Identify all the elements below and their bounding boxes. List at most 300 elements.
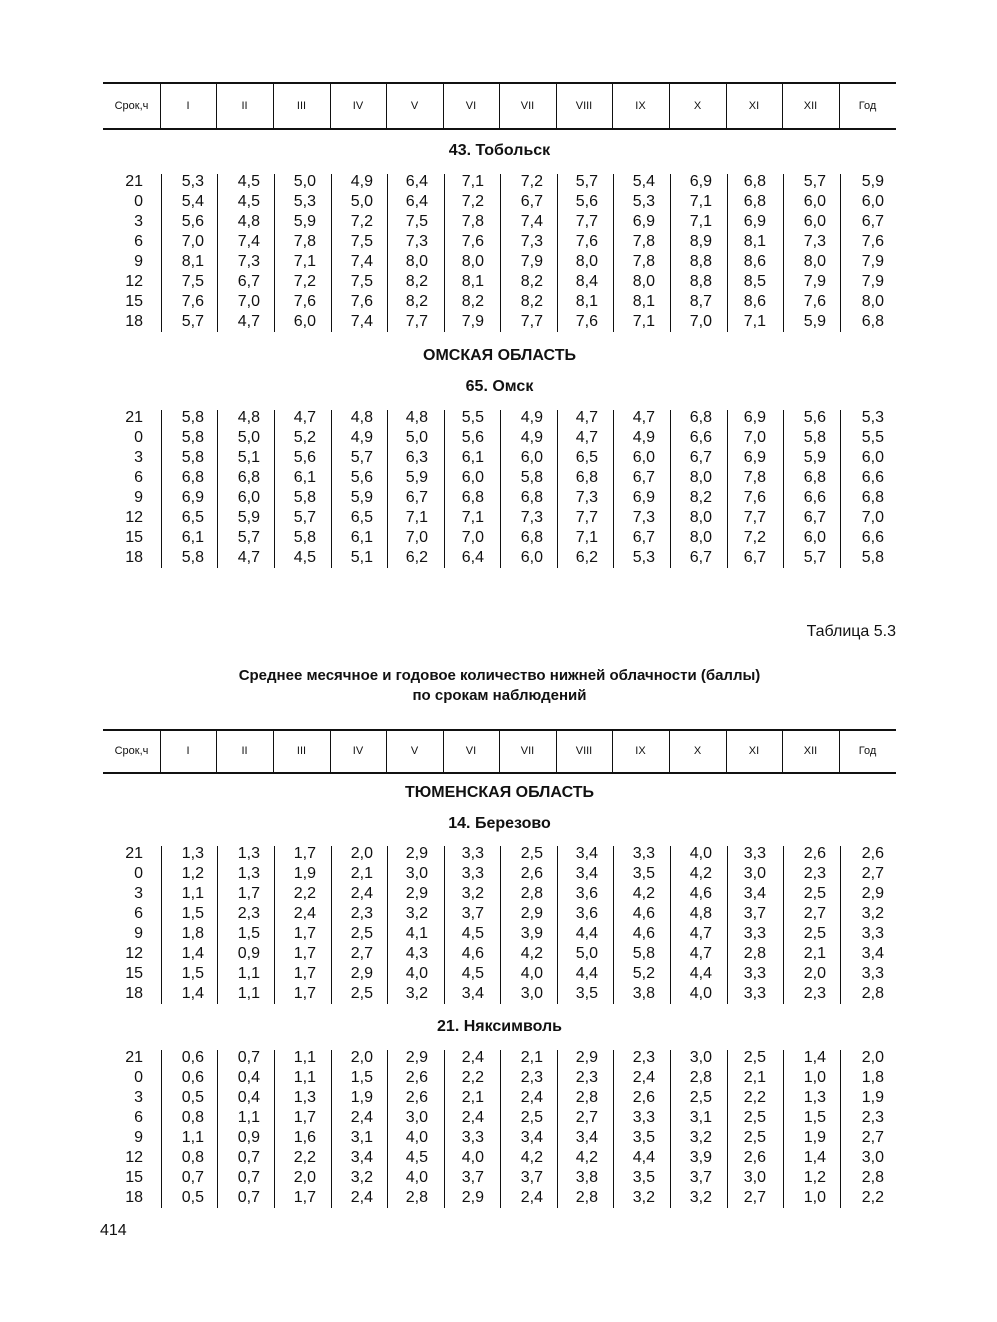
value-cell: 5,9 bbox=[803, 449, 826, 466]
station-title: 43. Тобольск bbox=[448, 142, 551, 159]
value-cell: 3,7 bbox=[461, 905, 484, 922]
value-cell: 0,7 bbox=[237, 1189, 260, 1206]
value-cell: 3,5 bbox=[632, 1169, 655, 1186]
column-header: VII bbox=[520, 99, 535, 112]
hour-cell: 9 bbox=[134, 489, 143, 506]
value-cell: 7,7 bbox=[405, 313, 428, 330]
value-cell: 4,9 bbox=[350, 173, 373, 190]
value-cell: 2,1 bbox=[461, 1089, 484, 1106]
value-cell: 4,9 bbox=[520, 409, 543, 426]
value-cell: 2,3 bbox=[575, 1069, 598, 1086]
column-divider bbox=[727, 846, 728, 1004]
value-cell: 8,8 bbox=[689, 253, 712, 270]
value-cell: 7,1 bbox=[743, 313, 766, 330]
value-cell: 1,1 bbox=[237, 985, 260, 1002]
hour-cell: 0 bbox=[134, 193, 143, 210]
column-divider bbox=[726, 731, 727, 772]
value-cell: 4,0 bbox=[405, 1129, 428, 1146]
value-cell: 1,3 bbox=[293, 1089, 316, 1106]
value-cell: 7,4 bbox=[350, 253, 373, 270]
column-header: XII bbox=[803, 99, 818, 112]
hour-cell: 21 bbox=[125, 845, 143, 862]
value-cell: 5,3 bbox=[181, 173, 204, 190]
value-cell: 4,5 bbox=[237, 193, 260, 210]
value-cell: 2,3 bbox=[803, 985, 826, 1002]
value-cell: 4,5 bbox=[293, 549, 316, 566]
value-cell: 7,6 bbox=[743, 489, 766, 506]
value-cell: 2,4 bbox=[350, 885, 373, 902]
value-cell: 2,8 bbox=[575, 1089, 598, 1106]
value-cell: 5,0 bbox=[293, 173, 316, 190]
value-cell: 4,7 bbox=[237, 549, 260, 566]
value-cell: 6,8 bbox=[861, 489, 884, 506]
value-cell: 3,0 bbox=[689, 1049, 712, 1066]
value-cell: 8,0 bbox=[405, 253, 428, 270]
value-cell: 5,6 bbox=[350, 469, 373, 486]
value-cell: 8,1 bbox=[632, 293, 655, 310]
value-cell: 2,0 bbox=[350, 1049, 373, 1066]
value-cell: 2,5 bbox=[350, 985, 373, 1002]
value-cell: 8,7 bbox=[689, 293, 712, 310]
value-cell: 6,1 bbox=[181, 529, 204, 546]
value-cell: 2,2 bbox=[293, 1149, 316, 1166]
value-cell: 1,3 bbox=[803, 1089, 826, 1106]
value-cell: 5,4 bbox=[181, 193, 204, 210]
value-cell: 8,5 bbox=[743, 273, 766, 290]
value-cell: 2,3 bbox=[350, 905, 373, 922]
value-cell: 4,5 bbox=[461, 925, 484, 942]
value-cell: 5,7 bbox=[181, 313, 204, 330]
column-header: III bbox=[296, 99, 307, 112]
value-cell: 6,0 bbox=[803, 193, 826, 210]
value-cell: 6,7 bbox=[632, 529, 655, 546]
value-cell: 2,3 bbox=[237, 905, 260, 922]
column-divider bbox=[330, 84, 331, 128]
column-divider bbox=[727, 174, 728, 332]
value-cell: 3,4 bbox=[861, 945, 884, 962]
value-cell: 3,2 bbox=[405, 985, 428, 1002]
value-cell: 5,9 bbox=[293, 213, 316, 230]
value-cell: 2,2 bbox=[293, 885, 316, 902]
value-cell: 8,2 bbox=[461, 293, 484, 310]
value-cell: 7,2 bbox=[350, 213, 373, 230]
value-cell: 6,9 bbox=[632, 213, 655, 230]
column-divider bbox=[839, 731, 840, 772]
value-cell: 1,5 bbox=[350, 1069, 373, 1086]
value-cell: 3,3 bbox=[461, 845, 484, 862]
column-header: XI bbox=[748, 745, 760, 757]
value-cell: 7,5 bbox=[350, 233, 373, 250]
value-cell: 6,0 bbox=[520, 549, 543, 566]
column-divider bbox=[216, 731, 217, 772]
column-divider bbox=[500, 1050, 501, 1208]
value-cell: 2,4 bbox=[461, 1049, 484, 1066]
column-divider bbox=[669, 84, 670, 128]
value-cell: 4,9 bbox=[520, 429, 543, 446]
value-cell: 3,8 bbox=[632, 985, 655, 1002]
value-cell: 8,0 bbox=[689, 509, 712, 526]
value-cell: 3,7 bbox=[743, 905, 766, 922]
value-cell: 0,7 bbox=[181, 1169, 204, 1186]
value-cell: 4,6 bbox=[632, 925, 655, 942]
value-cell: 6,8 bbox=[461, 489, 484, 506]
value-cell: 3,4 bbox=[350, 1149, 373, 1166]
hour-cell: 0 bbox=[134, 1069, 143, 1086]
value-cell: 3,9 bbox=[689, 1149, 712, 1166]
column-divider bbox=[557, 1050, 558, 1208]
column-divider bbox=[670, 410, 671, 568]
value-cell: 2,0 bbox=[293, 1169, 316, 1186]
column-divider bbox=[386, 731, 387, 772]
value-cell: 7,7 bbox=[743, 509, 766, 526]
value-cell: 7,2 bbox=[520, 173, 543, 190]
value-cell: 6,6 bbox=[861, 529, 884, 546]
value-cell: 3,0 bbox=[743, 1169, 766, 1186]
value-cell: 2,4 bbox=[293, 905, 316, 922]
hour-cell: 18 bbox=[125, 985, 143, 1002]
column-divider bbox=[840, 174, 841, 332]
value-cell: 5,7 bbox=[237, 529, 260, 546]
value-cell: 3,0 bbox=[405, 865, 428, 882]
value-cell: 2,5 bbox=[743, 1049, 766, 1066]
value-cell: 2,7 bbox=[861, 865, 884, 882]
value-cell: 0,5 bbox=[181, 1089, 204, 1106]
value-cell: 7,3 bbox=[575, 489, 598, 506]
table-header bbox=[103, 729, 896, 774]
value-cell: 5,8 bbox=[181, 549, 204, 566]
value-cell: 1,7 bbox=[293, 965, 316, 982]
value-cell: 4,7 bbox=[293, 409, 316, 426]
value-cell: 1,2 bbox=[803, 1169, 826, 1186]
hour-cell: 0 bbox=[134, 429, 143, 446]
column-header: III bbox=[296, 745, 307, 757]
value-cell: 3,2 bbox=[861, 905, 884, 922]
value-cell: 8,9 bbox=[689, 233, 712, 250]
value-cell: 5,8 bbox=[632, 945, 655, 962]
value-cell: 3,4 bbox=[575, 845, 598, 862]
value-cell: 3,2 bbox=[689, 1129, 712, 1146]
value-cell: 5,7 bbox=[803, 549, 826, 566]
value-cell: 3,2 bbox=[350, 1169, 373, 1186]
value-cell: 1,9 bbox=[293, 865, 316, 882]
value-cell: 1,1 bbox=[237, 965, 260, 982]
column-divider bbox=[331, 174, 332, 332]
value-cell: 3,0 bbox=[520, 985, 543, 1002]
value-cell: 5,0 bbox=[237, 429, 260, 446]
column-divider bbox=[217, 410, 218, 568]
value-cell: 1,1 bbox=[293, 1069, 316, 1086]
column-divider bbox=[331, 1050, 332, 1208]
value-cell: 5,8 bbox=[861, 549, 884, 566]
value-cell: 7,2 bbox=[461, 193, 484, 210]
column-divider bbox=[444, 1050, 445, 1208]
value-cell: 6,6 bbox=[803, 489, 826, 506]
column-divider bbox=[443, 731, 444, 772]
value-cell: 3,3 bbox=[632, 1109, 655, 1126]
value-cell: 1,5 bbox=[803, 1109, 826, 1126]
value-cell: 4,0 bbox=[405, 1169, 428, 1186]
value-cell: 2,1 bbox=[803, 945, 826, 962]
value-cell: 2,4 bbox=[520, 1089, 543, 1106]
value-cell: 3,6 bbox=[575, 885, 598, 902]
value-cell: 7,8 bbox=[293, 233, 316, 250]
value-cell: 1,3 bbox=[181, 845, 204, 862]
value-cell: 0,7 bbox=[237, 1149, 260, 1166]
value-cell: 2,6 bbox=[405, 1069, 428, 1086]
value-cell: 3,3 bbox=[743, 845, 766, 862]
value-cell: 4,4 bbox=[575, 965, 598, 982]
value-cell: 5,6 bbox=[293, 449, 316, 466]
value-cell: 0,7 bbox=[237, 1169, 260, 1186]
hour-cell: 18 bbox=[125, 1189, 143, 1206]
region-title: ТЮМЕНСКАЯ ОБЛАСТЬ bbox=[404, 784, 594, 801]
value-cell: 0,9 bbox=[237, 945, 260, 962]
column-divider bbox=[556, 731, 557, 772]
value-cell: 4,7 bbox=[632, 409, 655, 426]
value-cell: 6,5 bbox=[181, 509, 204, 526]
value-cell: 3,5 bbox=[632, 1129, 655, 1146]
hour-cell: 3 bbox=[134, 885, 143, 902]
value-cell: 1,2 bbox=[181, 865, 204, 882]
value-cell: 8,2 bbox=[405, 273, 428, 290]
value-cell: 8,6 bbox=[743, 293, 766, 310]
column-divider bbox=[387, 174, 388, 332]
value-cell: 3,3 bbox=[743, 985, 766, 1002]
column-header: VII bbox=[520, 745, 535, 757]
value-cell: 8,6 bbox=[743, 253, 766, 270]
value-cell: 2,3 bbox=[803, 865, 826, 882]
value-cell: 6,8 bbox=[743, 173, 766, 190]
value-cell: 7,4 bbox=[350, 313, 373, 330]
value-cell: 3,2 bbox=[461, 885, 484, 902]
value-cell: 6,0 bbox=[461, 469, 484, 486]
value-cell: 8,0 bbox=[861, 293, 884, 310]
column-divider bbox=[161, 1050, 162, 1208]
table-caption-line2: по срокам наблюдений bbox=[412, 687, 587, 704]
value-cell: 2,1 bbox=[743, 1069, 766, 1086]
value-cell: 3,0 bbox=[861, 1149, 884, 1166]
column-divider bbox=[783, 410, 784, 568]
column-header: XI bbox=[748, 99, 760, 112]
value-cell: 5,9 bbox=[861, 173, 884, 190]
column-divider bbox=[556, 84, 557, 128]
value-cell: 5,6 bbox=[461, 429, 484, 446]
column-divider bbox=[386, 84, 387, 128]
value-cell: 6,6 bbox=[689, 429, 712, 446]
hour-cell: 3 bbox=[134, 213, 143, 230]
value-cell: 1,9 bbox=[350, 1089, 373, 1106]
value-cell: 2,8 bbox=[520, 885, 543, 902]
value-cell: 6,1 bbox=[350, 529, 373, 546]
value-cell: 4,2 bbox=[632, 885, 655, 902]
value-cell: 4,2 bbox=[520, 1149, 543, 1166]
value-cell: 2,4 bbox=[520, 1189, 543, 1206]
value-cell: 7,5 bbox=[405, 213, 428, 230]
value-cell: 7,0 bbox=[861, 509, 884, 526]
value-cell: 2,6 bbox=[405, 1089, 428, 1106]
value-cell: 6,7 bbox=[632, 469, 655, 486]
column-divider bbox=[557, 410, 558, 568]
value-cell: 4,4 bbox=[632, 1149, 655, 1166]
column-divider bbox=[444, 846, 445, 1004]
value-cell: 3,5 bbox=[632, 865, 655, 882]
value-cell: 1,4 bbox=[181, 945, 204, 962]
value-cell: 6,0 bbox=[861, 449, 884, 466]
value-cell: 7,8 bbox=[632, 253, 655, 270]
value-cell: 5,7 bbox=[575, 173, 598, 190]
column-header: V bbox=[410, 99, 419, 112]
value-cell: 4,7 bbox=[237, 313, 260, 330]
value-cell: 7,6 bbox=[181, 293, 204, 310]
value-cell: 4,0 bbox=[405, 965, 428, 982]
value-cell: 6,0 bbox=[520, 449, 543, 466]
column-divider bbox=[670, 846, 671, 1004]
hour-cell: 18 bbox=[125, 313, 143, 330]
column-divider bbox=[160, 731, 161, 772]
value-cell: 7,3 bbox=[520, 509, 543, 526]
column-divider bbox=[330, 731, 331, 772]
hour-cell: 9 bbox=[134, 253, 143, 270]
column-header: I bbox=[186, 99, 190, 112]
value-cell: 5,0 bbox=[350, 193, 373, 210]
value-cell: 4,0 bbox=[689, 985, 712, 1002]
column-header: VIII bbox=[575, 745, 593, 757]
column-divider bbox=[274, 1050, 275, 1208]
value-cell: 2,9 bbox=[861, 885, 884, 902]
value-cell: 2,7 bbox=[743, 1189, 766, 1206]
column-header: IX bbox=[635, 745, 646, 757]
value-cell: 1,7 bbox=[293, 985, 316, 1002]
column-header: Год bbox=[858, 99, 877, 112]
value-cell: 6,7 bbox=[803, 509, 826, 526]
value-cell: 3,0 bbox=[405, 1109, 428, 1126]
value-cell: 2,2 bbox=[861, 1189, 884, 1206]
value-cell: 4,2 bbox=[520, 945, 543, 962]
station-title: 21. Няксимволь bbox=[437, 1018, 562, 1035]
value-cell: 7,3 bbox=[520, 233, 543, 250]
value-cell: 4,8 bbox=[237, 409, 260, 426]
value-cell: 1,5 bbox=[181, 965, 204, 982]
column-divider bbox=[670, 174, 671, 332]
column-divider bbox=[217, 174, 218, 332]
hour-cell: 15 bbox=[125, 965, 143, 982]
column-header: X bbox=[693, 99, 702, 112]
value-cell: 8,0 bbox=[575, 253, 598, 270]
value-cell: 2,5 bbox=[520, 845, 543, 862]
value-cell: 7,0 bbox=[405, 529, 428, 546]
value-cell: 6,8 bbox=[743, 193, 766, 210]
value-cell: 2,5 bbox=[520, 1109, 543, 1126]
value-cell: 8,0 bbox=[689, 529, 712, 546]
hour-cell: 12 bbox=[125, 945, 143, 962]
value-cell: 1,8 bbox=[181, 925, 204, 942]
value-cell: 7,0 bbox=[237, 293, 260, 310]
hour-cell: 6 bbox=[134, 233, 143, 250]
value-cell: 1,7 bbox=[293, 925, 316, 942]
value-cell: 6,0 bbox=[803, 529, 826, 546]
column-divider bbox=[160, 84, 161, 128]
value-cell: 6,8 bbox=[575, 469, 598, 486]
hour-cell: 9 bbox=[134, 925, 143, 942]
column-divider bbox=[557, 846, 558, 1004]
value-cell: 7,3 bbox=[237, 253, 260, 270]
value-cell: 3,2 bbox=[632, 1189, 655, 1206]
value-cell: 8,1 bbox=[181, 253, 204, 270]
value-cell: 7,6 bbox=[575, 313, 598, 330]
value-cell: 5,6 bbox=[575, 193, 598, 210]
value-cell: 3,9 bbox=[520, 925, 543, 942]
value-cell: 6,4 bbox=[461, 549, 484, 566]
value-cell: 4,7 bbox=[575, 409, 598, 426]
column-divider bbox=[669, 731, 670, 772]
value-cell: 1,3 bbox=[237, 845, 260, 862]
value-cell: 2,9 bbox=[405, 1049, 428, 1066]
value-cell: 7,9 bbox=[861, 273, 884, 290]
value-cell: 4,5 bbox=[405, 1149, 428, 1166]
value-cell: 8,2 bbox=[689, 489, 712, 506]
column-divider bbox=[783, 1050, 784, 1208]
value-cell: 5,9 bbox=[350, 489, 373, 506]
value-cell: 8,1 bbox=[743, 233, 766, 250]
value-cell: 6,8 bbox=[520, 529, 543, 546]
value-cell: 6,7 bbox=[861, 213, 884, 230]
hour-cell: 9 bbox=[134, 1129, 143, 1146]
column-divider bbox=[840, 410, 841, 568]
value-cell: 7,8 bbox=[743, 469, 766, 486]
value-cell: 1,7 bbox=[237, 885, 260, 902]
value-cell: 4,8 bbox=[689, 905, 712, 922]
value-cell: 8,0 bbox=[803, 253, 826, 270]
value-cell: 2,6 bbox=[632, 1089, 655, 1106]
value-cell: 7,2 bbox=[293, 273, 316, 290]
value-cell: 4,5 bbox=[461, 965, 484, 982]
value-cell: 7,3 bbox=[803, 233, 826, 250]
value-cell: 6,8 bbox=[237, 469, 260, 486]
column-divider bbox=[613, 846, 614, 1004]
value-cell: 2,8 bbox=[743, 945, 766, 962]
column-divider bbox=[274, 410, 275, 568]
column-divider bbox=[274, 846, 275, 1004]
value-cell: 6,1 bbox=[461, 449, 484, 466]
value-cell: 1,1 bbox=[237, 1109, 260, 1126]
value-cell: 2,8 bbox=[861, 1169, 884, 1186]
column-divider bbox=[331, 846, 332, 1004]
hour-cell: 6 bbox=[134, 469, 143, 486]
region-title: ОМСКАЯ ОБЛАСТЬ bbox=[423, 347, 576, 364]
value-cell: 8,2 bbox=[520, 293, 543, 310]
value-cell: 2,0 bbox=[803, 965, 826, 982]
column-divider bbox=[217, 1050, 218, 1208]
value-cell: 4,5 bbox=[237, 173, 260, 190]
value-cell: 3,7 bbox=[689, 1169, 712, 1186]
column-divider bbox=[557, 174, 558, 332]
value-cell: 7,5 bbox=[181, 273, 204, 290]
value-cell: 2,3 bbox=[520, 1069, 543, 1086]
column-header: IV bbox=[352, 745, 364, 757]
value-cell: 3,4 bbox=[575, 865, 598, 882]
value-cell: 3,4 bbox=[520, 1129, 543, 1146]
column-divider bbox=[444, 174, 445, 332]
value-cell: 5,5 bbox=[861, 429, 884, 446]
value-cell: 3,3 bbox=[861, 925, 884, 942]
value-cell: 5,9 bbox=[405, 469, 428, 486]
value-cell: 7,1 bbox=[461, 509, 484, 526]
column-divider bbox=[387, 410, 388, 568]
value-cell: 8,1 bbox=[575, 293, 598, 310]
value-cell: 1,7 bbox=[293, 945, 316, 962]
value-cell: 6,4 bbox=[405, 193, 428, 210]
value-cell: 2,5 bbox=[743, 1129, 766, 1146]
